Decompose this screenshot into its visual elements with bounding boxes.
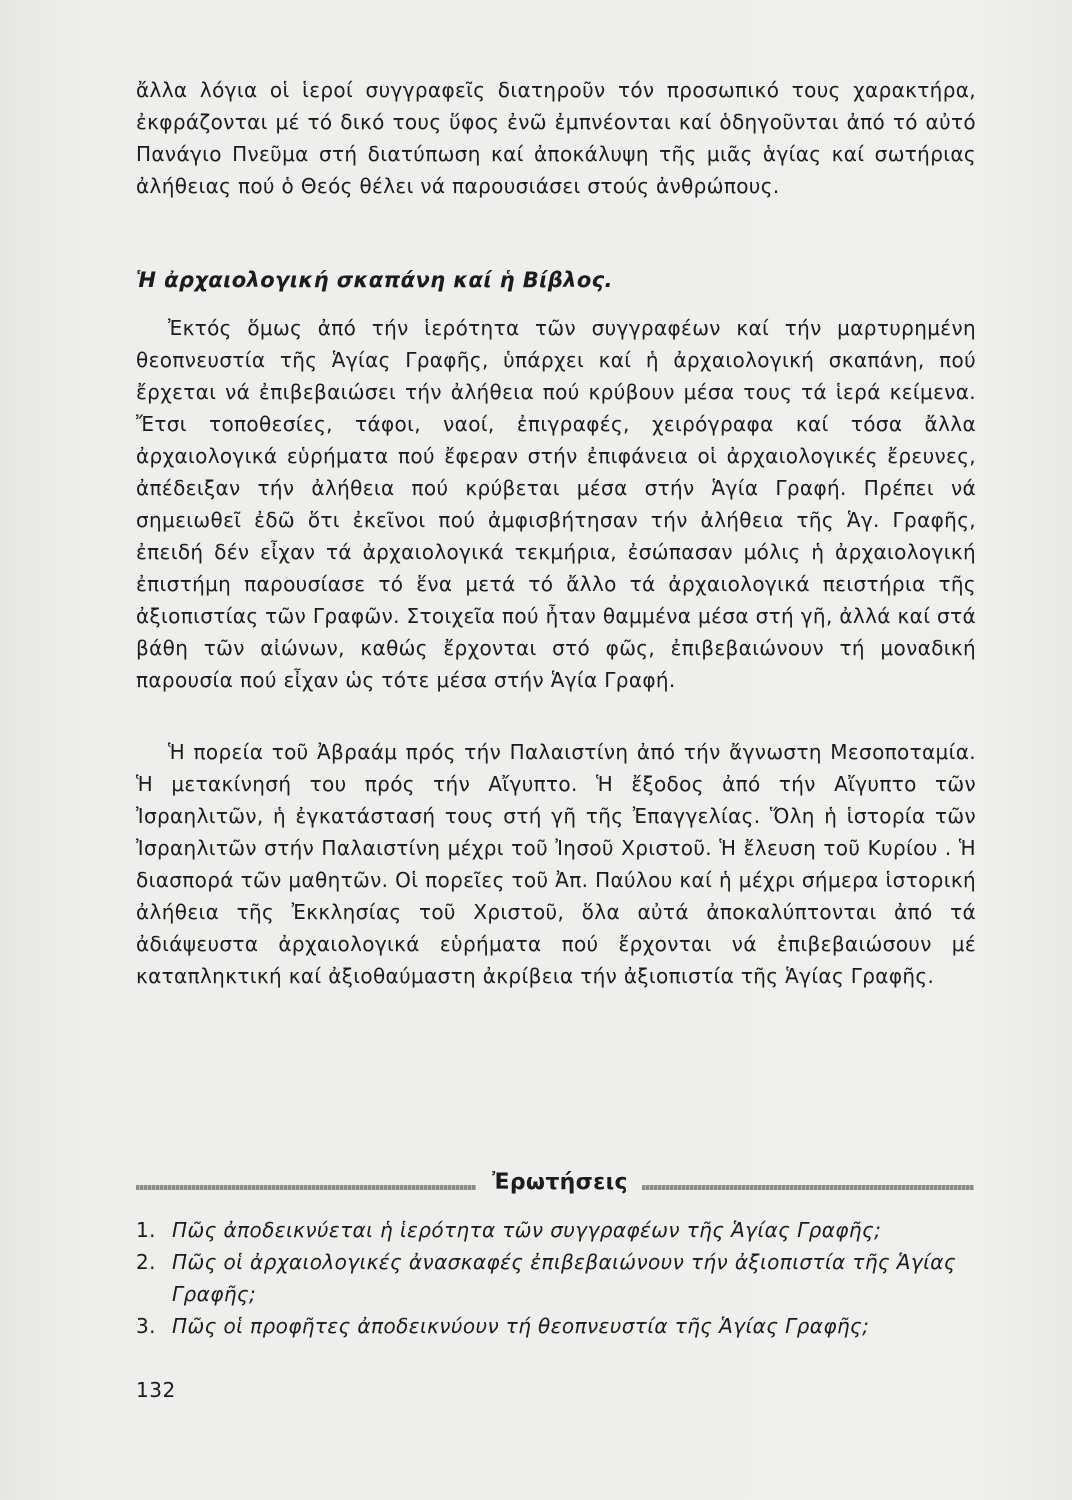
questions-header <box>136 1170 974 1200</box>
question-number: 2. <box>136 1250 156 1274</box>
question-number: 1. <box>136 1218 156 1242</box>
section-heading: Ἡ ἀρχαιολογική σκαπάνη καί ἡ Βίβλος. <box>136 268 613 292</box>
paragraph-archaeology: Ἐκτός ὅμως ἀπό τήν ἱερότητα τῶν συγγραφέων καί τήν μαρτυρημένη θεοπνευστία τῆς Ἁγίας Γραφῆς, ὑπάρχει καί ἡ ἀρχαιολογική σκαπάνη, πού ἔρχεται νά ἐπιβεβαιώσει τήν ἀλήθεια πού κρύβουν μέσα τους τά ἱερά κείμενα. Ἔτσι τοποθεσίες, τάφοι, ναοί, ἐπιγραφές, χειρόγραφα καί τόσα ἄλλα ἀρχαιολογικά εὑρήματα πού ἔφεραν στήν ἐπιφάνεια οἱ ἀρχαιολογικές ἔρευνες, ἀπέδειξαν τήν ἀλήθεια πού κρύβεται μέσα στήν Ἁγία Γραφή. Πρέπει νά σημειωθεῖ ἐδῶ ὅτι ἐκεῖνοι πού ἀμφισβήτησαν τήν ἀλήθεια τῆς Ἁγ. Γραφῆς, ἐπειδή δέν εἶχαν τά ἀρχαιολογικά τεκμήρια, ἐσώπασαν μόλις ἡ ἀρχαιολογική ἐπιστήμη παρουσίασε τό ἕνα μετά τό ἄλλο τά ἀρχαιολογικά πειστήρια τῆς ἀξιοπιστίας τῶν Γραφῶν. Στοιχεῖα πού ἦταν θαμμένα μέσα στή γῆ, ἀλλά καί στά βάθη τῶν αἰώνων, καθώς ἔρχονται στό φῶς, ἐπιβεβαιώνουν τή μοναδική παρουσία πού εἶχαν ὡς τότε μέσα στήν Ἁγία Γραφή. <box>136 316 976 692</box>
question-item <box>136 1310 986 1342</box>
question-text: Πῶς ἀποδεικνύεται ἡ ἱερότητα τῶν συγγραφέων τῆς Ἁγίας Γραφῆς; <box>172 1218 882 1242</box>
question-item <box>136 1214 986 1246</box>
divider-right <box>642 1185 974 1190</box>
paragraph-history: Ἡ πορεία τοῦ Ἀβραάμ πρός τήν Παλαιστίνη ἀπό τήν ἄγνωστη Μεσοποταμία. Ἡ μετακίνησή του πρός τήν Αἴγυπτο. Ἡ ἔξοδος ἀπό τήν Αἴγυπτο τῶν Ἰσραηλιτῶν, ἡ ἐγκατάστασή τους στή γῆ τῆς Ἐπαγγελίας. Ὅλη ἡ ἱστορία τῶν Ἰσραηλιτῶν στήν Παλαιστίνη μέχρι τοῦ Ἰησοῦ Χριστοῦ. Ἡ ἔλευση τοῦ Κυρίου . Ἡ διασπορά τῶν μαθητῶν. Οἱ πορεῖες τοῦ Ἀπ. Παύλου καί ἡ μέχρι σήμερα ἱστορική ἀλήθεια τῆς Ἐκκλησίας τοῦ Χριστοῦ, ὅλα αὐτά ἀποκαλύπτονται ἀπό τά ἀδιάψευστα ἀρχαιολογικά εὑρήματα πού ἔρχονται νά ἐπιβεβαιώσουν μέ καταπληκτική καί ἀξιοθαύμαστη ἀκρίβεια τήν ἀξιοπιστία τῆς Ἁγίας Γραφῆς. <box>136 740 976 988</box>
question-text: Πῶς οἱ προφῆτες ἀποδεικνύουν τή θεοπνευστία τῆς Ἁγίας Γραφῆς; <box>172 1314 870 1338</box>
question-item <box>136 1246 986 1310</box>
question-number: 3. <box>136 1314 156 1338</box>
question-text: Πῶς οἱ ἀρχαιολογικές ἀνασκαφές ἐπιβεβαιώνουν τήν ἀξιοπιστία τῆς Ἁγίας Γραφῆς; <box>172 1250 957 1306</box>
questions-list <box>136 1214 986 1342</box>
paragraph-intro: ἄλλα λόγια οἱ ἱεροί συγγραφεῖς διατηροῦν τόν προσωπικό τους χαρακτήρα, ἐκφράζονται μέ τό δικό τους ὕφος ἐνῶ ἐμπνέονται καί ὁδηγοῦνται ἀπό τό αὐτό Πανάγιο Πνεῦμα στή διατύπωση καί ἀποκάλυψη τῆς μιᾶς ἁγίας καί σωτήριας ἀλήθειας πού ὁ Θεός θέλει νά παρουσιάσει στούς ἀνθρώπους. <box>136 78 976 198</box>
questions-title: Ἐρωτήσεις <box>492 1170 628 1195</box>
page-number: 132 <box>136 1378 176 1402</box>
divider-left <box>136 1185 476 1190</box>
